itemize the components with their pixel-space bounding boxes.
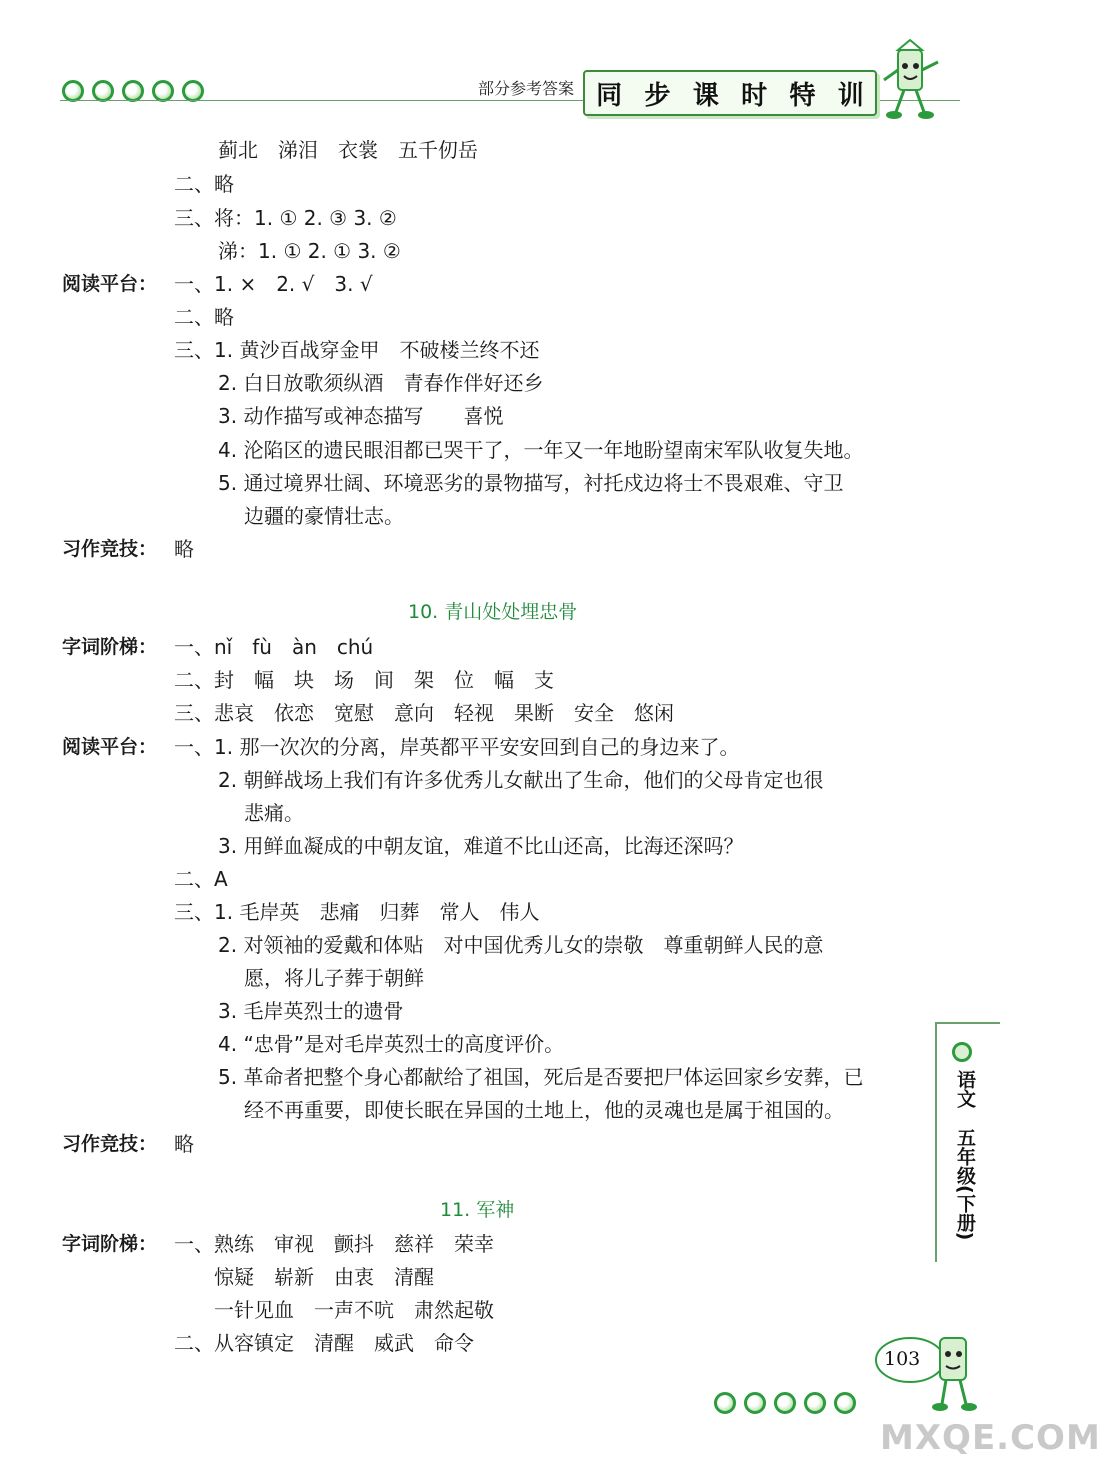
book-title [583,70,877,116]
section-label-reading: 阅读平台： [62,736,158,758]
answer-line: 蓟北 涕泪 衣裳 五千仞岳 [218,138,478,162]
title-char: 课 [692,80,719,111]
circle-icon [152,80,174,102]
circle-icon [774,1392,796,1414]
answer-line: 3. 动作描写或神态描写 喜悦 [218,404,504,428]
section-label-words: 字词阶梯： [62,636,158,658]
answer-line: 二、从容镇定 清醒 威武 命令 [174,1331,474,1355]
answer-line: 5. 革命者把整个身心都献给了祖国，死后是否要把尸体运回家乡安葬，已 [218,1065,864,1089]
answer-line: 惊疑 崭新 由衷 清醒 [214,1265,434,1289]
answer-line: 3. 毛岸英烈士的遗骨 [218,999,404,1023]
circle-icon [834,1392,856,1414]
circle-icon [122,80,144,102]
circle-icon [182,80,204,102]
answer-line: 2. 朝鲜战场上我们有许多优秀儿女献出了生命，他们的父母肯定也很 [218,768,824,792]
section-label-writing: 习作竞技： [62,1133,158,1155]
answer-line: 5. 通过境界壮阔、环境恶劣的景物描写，衬托戍边将士不畏艰难、守卫 [218,471,844,495]
answer-line: 三、悲哀 依恋 宽慰 意向 轻视 果断 安全 悠闲 [174,701,674,725]
section-label-writing: 习作竞技： [62,538,158,560]
answer-line: 2. 白日放歌须纵酒 青春作伴好还乡 [218,371,544,395]
side-tab-grade: 五年级(下册) [954,1128,976,1241]
answer-line: 三、1. 毛岸英 悲痛 归葬 常人 伟人 [174,900,540,924]
title-char: 时 [741,80,768,111]
answer-line: 二、A [174,867,228,891]
page-number: 103 [884,1348,921,1370]
answer-line: 二、封 幅 块 场 间 架 位 幅 支 [174,668,554,692]
answer-line: 三、1. 黄沙百战穿金甲 不破楼兰终不还 [174,338,540,362]
answer-line: 略 [174,1132,194,1156]
answer-line: 三、将：1. ① 2. ③ 3. ② [174,206,397,230]
circle-icon [952,1042,972,1062]
section-label: 部分参考答案 [478,79,575,98]
answer-line: 愿，将儿子葬于朝鲜 [244,966,424,990]
section-label-reading: 阅读平台： [62,273,158,295]
answer-line: 2. 对领袖的爱戴和体贴 对中国优秀儿女的崇敬 尊重朝鲜人民的意 [218,933,824,957]
answer-line: 一针见血 一声不吭 肃然起敬 [214,1298,494,1322]
header-decorative-dots [62,80,204,102]
answer-line: 一、1. × 2. √ 3. √ [174,272,373,296]
circle-icon [62,80,84,102]
section-label-words: 字词阶梯： [62,1233,158,1255]
circle-icon [804,1392,826,1414]
side-tab-border [935,1022,937,1262]
footer-decorative-dots [714,1392,856,1414]
answer-line: 一、1. 那一次次的分离，岸英都平平安安回到自己的身边来了。 [174,735,740,759]
answer-line: 边疆的豪情壮志。 [244,504,404,528]
lesson-heading: 10. 青山处处埋忠骨 [408,601,578,623]
side-tab-divider [935,1022,1000,1024]
lesson-heading: 11. 军神 [440,1199,515,1221]
watermark: MXQE.COM [880,1418,1101,1458]
answer-line: 涕：1. ① 2. ① 3. ② [218,239,401,263]
circle-icon [714,1392,736,1414]
answer-line: 二、略 [174,172,234,196]
answer-line: 经不再重要，即使长眠在异国的土地上，他的灵魂也是属于祖国的。 [244,1098,844,1122]
answer-line: 二、略 [174,305,234,329]
answer-line: 悲痛。 [244,801,304,825]
answer-line: 略 [174,537,194,561]
answer-line: 4. 沦陷区的遗民眼泪都已哭干了，一年又一年地盼望南宋军队收复失地。 [218,438,864,462]
answer-line: 一、nǐ fù àn chú [174,635,374,659]
title-char: 步 [644,80,671,111]
answer-line: 一、熟练 审视 颤抖 慈祥 荣幸 [174,1232,494,1256]
circle-icon [92,80,114,102]
title-char: 训 [837,80,864,111]
title-char: 同 [596,80,623,111]
side-tab-subject: 语文 [954,1070,976,1108]
pencil-mascot-icon [876,40,946,125]
title-char: 特 [789,80,816,111]
answer-line: 3. 用鲜血凝成的中朝友谊，难道不比山还高，比海还深吗？ [218,834,744,858]
circle-icon [744,1392,766,1414]
answer-line: 4. “忠骨”是对毛岸英烈士的高度评价。 [218,1032,565,1056]
